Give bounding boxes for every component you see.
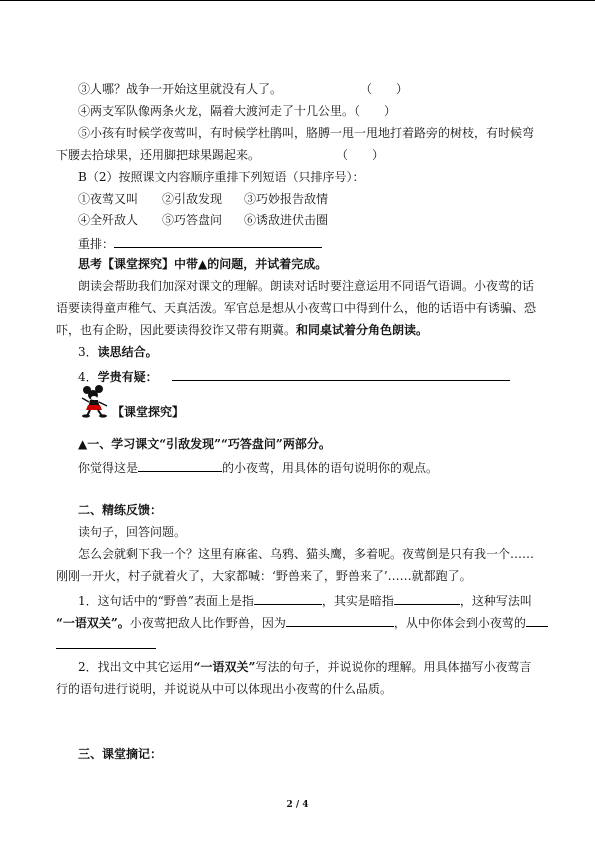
blank-implied[interactable] (394, 592, 460, 605)
practice-q2-line1: 2．找出文中其它运用“一语双关”写法的句子，并说说你的理解。用具体描写小夜莺言 (78, 660, 532, 674)
explore-answer-line: 你觉得这是 的小夜莺，用具体的语句说明你的观点。 (78, 461, 439, 475)
reorder-answer-line: 重排： (78, 235, 322, 251)
phrase-3: ③巧妙报告敌情 (244, 192, 329, 206)
practice-q1-line1: 1．这句话中的“野兽”表面上是指 ，其实是暗指 ，这种写法叫 (78, 594, 532, 608)
step-4: 4．学贵有疑： (78, 368, 510, 384)
item-5-line1: ⑤小孩有时候学夜莺叫，有时候学杜鹃叫，胳膊一甩一甩地打着路旁的树枝，有时候弯 (78, 126, 535, 140)
phrase-5: ⑤巧答盘问 (162, 213, 223, 227)
top-rule (0, 0, 595, 1)
classroom-explore-title: 【课堂探究】 (112, 405, 185, 419)
think-heading: 思考【课堂探究】中带▲的问题，并试着完成。 (78, 257, 328, 271)
practice-task: 读句子，回答问题。 (78, 525, 187, 539)
item-3-answer-paren: （ ） (360, 82, 409, 96)
practice-heading: 二、精练反馈： (78, 503, 163, 517)
phrase-6: ⑥诱敌进伏击圈 (244, 213, 329, 227)
reading-para-line1: 朗读会帮助我们加深对课文的理解。朗读对话时要注意运用不同语气语调。小夜莺的话 (78, 279, 535, 293)
question-blank[interactable] (172, 368, 510, 381)
phrase-1: ①夜莺又叫 (78, 192, 139, 206)
phrase-4: ④全歼敌人 (78, 213, 139, 227)
practice-q1-line2: “一语双关”。小夜莺把敌人比作野兽，因为 ，从中你体会到小夜莺的 (56, 614, 548, 630)
item-3: ③人哪？战争一开始这里就没有人了。 (78, 82, 283, 96)
item-5-line2: 下腰去拾球果，还用脚把球果踢起来。 (56, 148, 261, 162)
reading-para-line3: 吓，也有企盼，因此要读得狡诈又带有期冀。和同桌试着分角色朗读。 (56, 323, 429, 337)
notes-heading: 三、课堂摘记： (78, 747, 163, 761)
explore-blank[interactable] (138, 459, 222, 472)
blank-quality-end[interactable] (56, 636, 156, 649)
item-5-answer-paren: （ ） (336, 148, 385, 162)
blank-reason[interactable] (286, 614, 394, 627)
phrase-2: ②引敌发现 (162, 192, 223, 206)
quote-line2: 刚刚一开火，村子就着火了，大家都喊：‘野兽来了，野兽来了’……就都跑了。 (56, 569, 472, 583)
practice-q2-line2: 行的语句进行说明，并说说从中可以体现出小夜莺的什么品质。 (56, 682, 393, 696)
reading-para-line2: 语要读得童声稚气、天真活泼。军官总是想从小夜莺口中得到什么，他的话语中有诱骗、恐 (56, 301, 537, 315)
item-4: ④两支军队像两条火龙，隔着大渡河走了十几公里。（ ） (78, 104, 397, 118)
reorder-instruction: B（2）按照课文内容顺序重排下列短语（只排序号）： (78, 170, 365, 184)
blank-surface[interactable] (254, 592, 322, 605)
page-number: 2 / 4 (286, 800, 309, 810)
reorder-blank[interactable] (114, 235, 322, 248)
explore-question-1: ▲一、学习课文“引敌发现”“巧答盘问”两部分。 (78, 437, 331, 451)
blank-quality-start[interactable] (526, 614, 548, 627)
step-3: 3．读思结合。 (78, 345, 158, 359)
quote-line1: 怎么会就剩下我一个？这里有麻雀、乌鸦、猫头鹰，多着呢。夜莺倒是只有我一个…… (78, 547, 535, 561)
practice-q1-line3 (56, 636, 156, 652)
